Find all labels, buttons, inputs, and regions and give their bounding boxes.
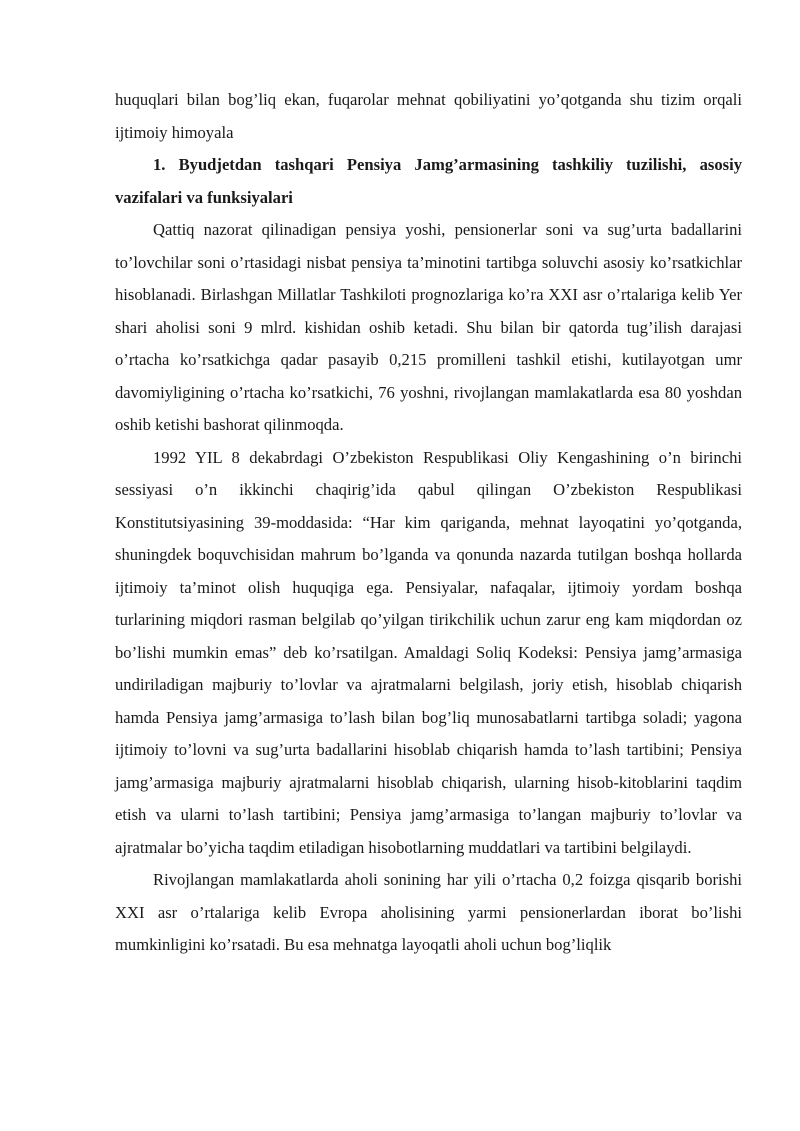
section-heading: 1. Byudjetdan tashqari Pensiya Jamg’armasining tashkiliy tuzilishi, asosiy vazifalari va funksiyalari [115,155,742,207]
intro-continued-paragraph: huquqlari bilan bog’liq ekan, fuqarolar mehnat qobiliyatini yo’qotganda shu tizim orqali ijtimoiy himoyala [115,90,742,142]
document-body [115,84,742,962]
body-paragraph-3: Rivojlangan mamlakatlarda aholi sonining har yili o’rtacha 0,2 foizga qisqarib borishi XXI asr o’rtalariga kelib Evropa aholisining yarmi pensionerlardan iborat bo’lishi mumkinligini ko’rsatadi. Bu esa mehnatga layoqatli aholi uchun bog’liqlik [115,870,742,954]
body-paragraph-1: Qattiq nazorat qilinadigan pensiya yoshi, pensionerlar soni va sug’urta badallarini to’lovchilar soni o’rtasidagi nisbat pensiya ta’minotini tartibga soluvchi asosiy ko’rsatkichlar hisoblanadi. Birlashgan Millatlar Tashkiloti prognozlariga ko’ra XXI asr o’rtalariga kelib Yer shari aholisi soni 9 mlrd. kishidan oshib ketadi. Shu bilan bir qatorda tug’ilish darajasi o’rtacha ko’rsatkichga qadar pasayib 0,215 promilleni tashkil etishi, kutilayotgan umr davomiyligining o’rtacha ko’rsatkichi, 76 yoshni, rivojlangan mamlakatlarda esa 80 yoshdan oshib ketishi bashorat qilinmoqda. [115,220,742,434]
body-paragraph-2: 1992 YIL 8 dekabrdagi O’zbekiston Respublikasi Oliy Kengashining o’n birinchi sessiyasi o’n ikkinchi chaqirig’ida qabul qilingan O’zbekiston Respublikasi Konstitutsiyasining 39-moddasida: “Har kim qariganda, mehnat layoqatini yo’qotganda, shuningdek boquvchisidan mahrum bo’lganda va qonunda nazarda tutilgan boshqa hollarda ijtimoiy ta’minot olish huquqiga ega. Pensiyalar, nafaqalar, ijtimoiy yordam boshqa turlarining miqdori rasman belgilab qo’yilgan tirikchilik uchun zarur eng kam miqdordan oz bo’lishi mumkin emas” deb ko’rsatilgan. Amaldagi Soliq Kodeksi: Pensiya jamg’armasiga undiriladigan majburiy to’lovlar va ajratmalarni belgilash, joriy etish, hisoblab chiqarish hamda Pensiya jamg’armasiga to’lash bilan bog’liq munosabatlarni tartibga soladi; yagona ijtimoiy to’lovni va sug’urta badallarini hisoblab chiqarish hamda to’lash tartibini; Pensiya jamg’armasiga majburiy ajratmalarni hisoblab chiqarish, ularning hisob-kitoblarini taqdim etish va ularni to’lash tartibini; Pensiya jamg’armasiga to’langan majburiy to’lovlar va ajratmalar bo’yicha taqdim etiladigan hisobotlarning muddatlari va tartibini belgilaydi. [115,447,742,857]
